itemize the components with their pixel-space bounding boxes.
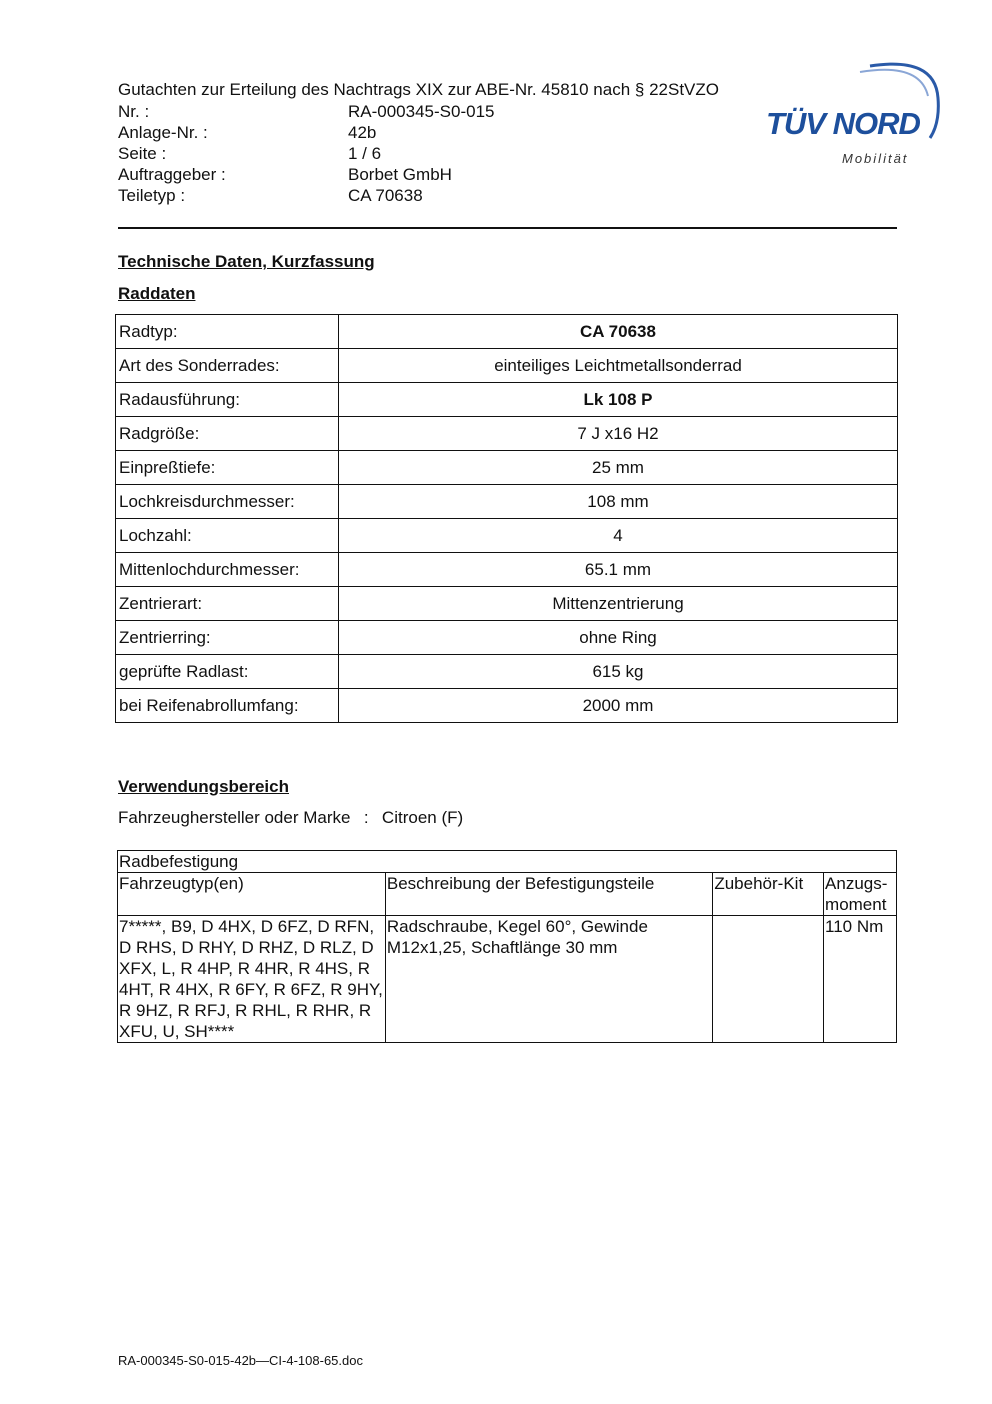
tuev-nord-logo (760, 58, 940, 173)
footer-filename: RA-000345-S0-015-42b—CI-4-108-65.doc (118, 1353, 363, 1368)
manufacturer-label: Fahrzeughersteller oder Marke (118, 808, 351, 827)
meta-row-auftraggeber (118, 164, 818, 185)
meta-label: Auftraggeber : (118, 165, 226, 184)
row-label: Art des Sonderrades: (116, 349, 339, 383)
table-row (116, 655, 898, 689)
row-label: bei Reifenabrollumfang: (116, 689, 339, 723)
meta-label: Seite : (118, 144, 167, 163)
meta-value: RA-000345-S0-015 (348, 102, 495, 121)
col-header-description: Beschreibung der Befestigungsteile (385, 873, 712, 916)
col-header-torque: Anzugs-moment (824, 873, 897, 916)
table-header-row (118, 873, 897, 916)
row-label: Zentrierring: (116, 621, 339, 655)
meta-row-anlage (118, 122, 818, 143)
row-value: ohne Ring (339, 621, 898, 655)
table-row (116, 485, 898, 519)
document-title: Gutachten zur Erteilung des Nachtrags XIX zur ABE-Nr. 45810 nach § 22StVZO (118, 80, 719, 99)
col-header-kit: Zubehör-Kit (713, 873, 824, 916)
meta-value: 42b (348, 123, 377, 142)
row-label: geprüfte Radlast: (116, 655, 339, 689)
table-row (116, 417, 898, 451)
fastening-table (117, 850, 897, 1043)
row-label: Radgröße: (116, 417, 339, 451)
meta-label: Teiletyp : (118, 186, 186, 205)
row-value: 108 mm (339, 485, 898, 519)
row-value: 7 J x16 H2 (339, 417, 898, 451)
table-row (116, 553, 898, 587)
meta-value: 1 / 6 (348, 144, 382, 163)
row-value: 65.1 mm (339, 553, 898, 587)
table-row (116, 451, 898, 485)
cell-vehicle-types: 7*****, B9, D 4HX, D 6FZ, D RFN, D RHS, D RHY, D RHZ, D RLZ, D XFX, L, R 4HP, R 4HR, R 4HS, R 4HT, R 4HX, R 6FY, R 6FZ, R 9HY, R 9HZ, R RFJ, R RHL, R RHR, R XFU, U, SH**** (118, 916, 386, 1043)
technical-heading: Technische Daten, Kurzfassung (118, 252, 375, 271)
meta-value: Borbet GmbH (348, 165, 452, 184)
row-value: Lk 108 P (339, 383, 898, 417)
row-label: Einpreßtiefe: (116, 451, 339, 485)
row-label: Lochzahl: (116, 519, 339, 553)
manufacturer-value: Citroen (F) (381, 808, 464, 827)
row-label: Radausführung: (116, 383, 339, 417)
manufacturer-line (118, 808, 463, 828)
meta-row-teiletyp (118, 185, 818, 206)
wheel-data-table (115, 314, 898, 723)
col-header-types: Fahrzeugtyp(en) (118, 873, 386, 916)
meta-row-seite (118, 143, 818, 164)
meta-label: Anlage-Nr. : (118, 123, 208, 142)
table-title-row (118, 851, 897, 873)
table-title: Radbefestigung (118, 851, 897, 873)
row-value: 2000 mm (339, 689, 898, 723)
table-row (118, 916, 897, 1043)
table-row (116, 349, 898, 383)
row-label: Lochkreisdurchmesser: (116, 485, 339, 519)
meta-label: Nr. : (118, 102, 150, 121)
header-divider (118, 227, 897, 229)
row-value: 4 (339, 519, 898, 553)
row-value: 615 kg (339, 655, 898, 689)
table-row (116, 689, 898, 723)
table-row (116, 315, 898, 349)
row-value: CA 70638 (339, 315, 898, 349)
logo-subtitle: Mobilität (842, 151, 909, 166)
row-value: 25 mm (339, 451, 898, 485)
row-label: Radtyp: (116, 315, 339, 349)
row-value: einteiliges Leichtmetallsonderrad (339, 349, 898, 383)
row-label: Zentrierart: (116, 587, 339, 621)
manufacturer-separator: : (363, 808, 369, 827)
meta-value: CA 70638 (348, 186, 423, 205)
logo-wordmark: TÜV NORD (766, 106, 920, 141)
cell-torque: 110 Nm (824, 916, 897, 1043)
raddaten-heading: Raddaten (118, 284, 196, 303)
cell-description: Radschraube, Kegel 60°, Gewinde M12x1,25, Schaftlänge 30 mm (385, 916, 712, 1043)
meta-row-nr (118, 101, 818, 122)
cell-kit (713, 916, 824, 1043)
row-label: Mittenlochdurchmesser: (116, 553, 339, 587)
table-row (116, 383, 898, 417)
table-row (116, 519, 898, 553)
usage-heading: Verwendungsbereich (118, 777, 289, 796)
table-row (116, 587, 898, 621)
row-value: Mittenzentrierung (339, 587, 898, 621)
table-row (116, 621, 898, 655)
